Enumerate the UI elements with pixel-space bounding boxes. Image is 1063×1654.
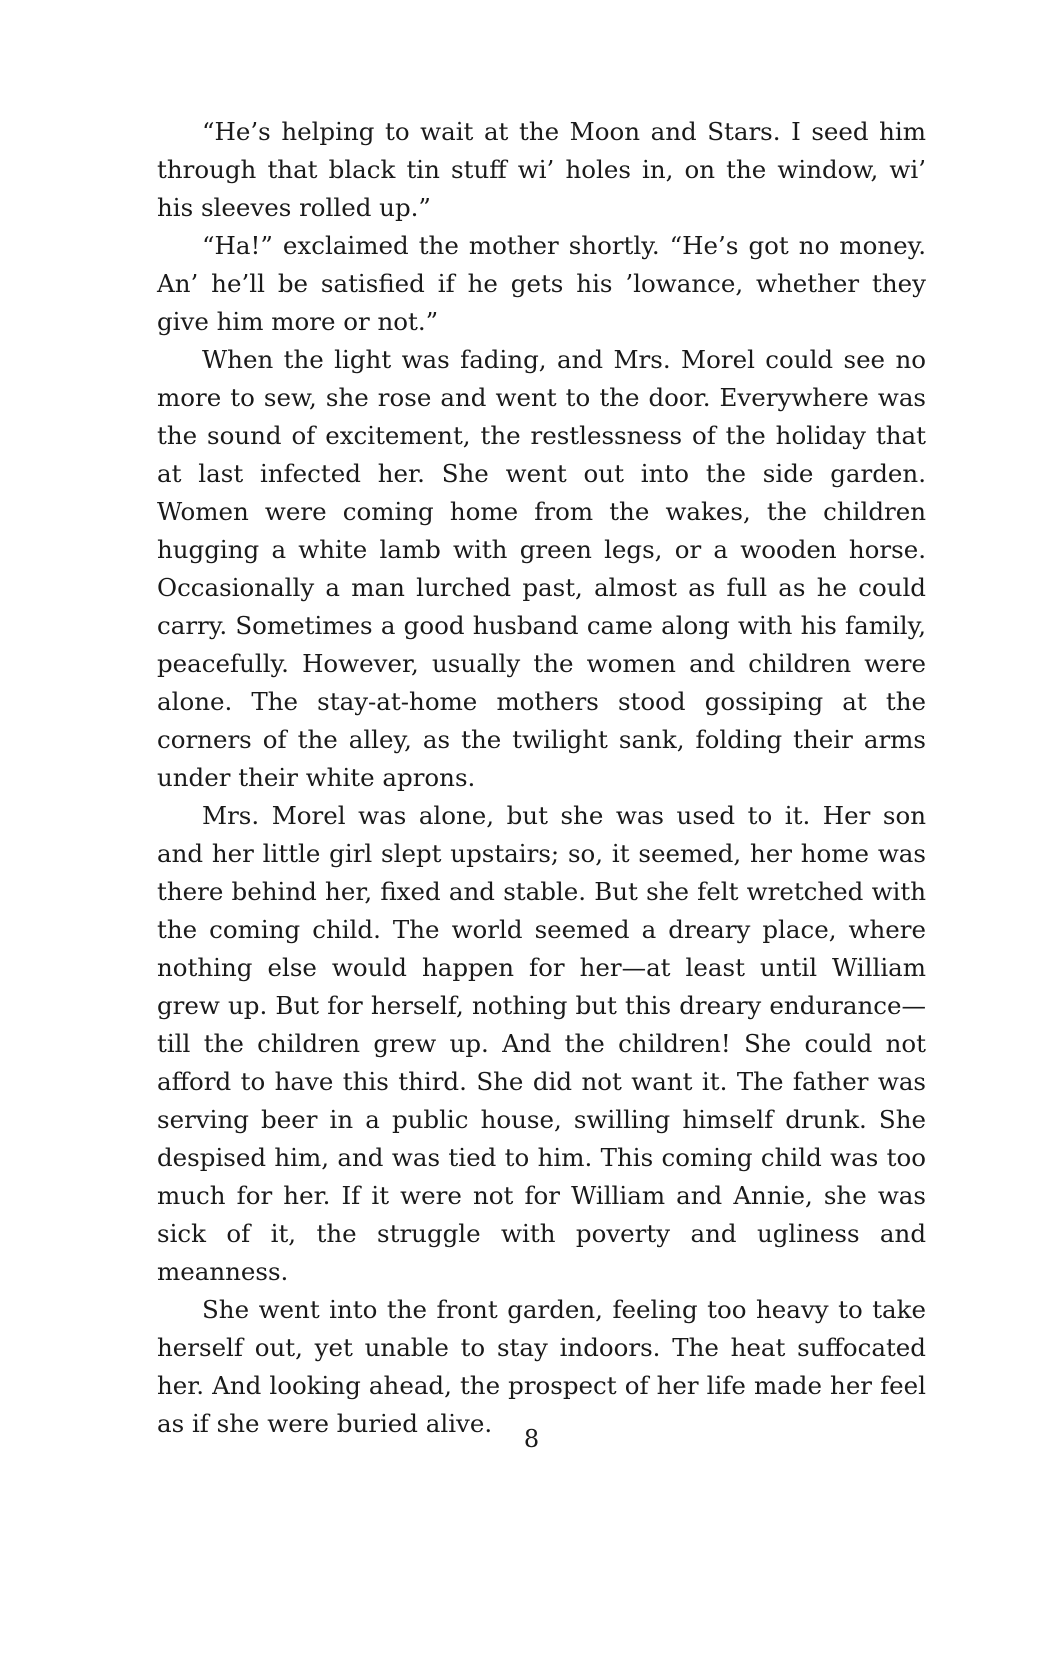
paragraph-5: She went into the front garden, feeling too heavy to take herself out, yet unable to stay indoors. The heat suffocated her. And looking ahead, the prospect of her life made her feel as if she were buried alive. bbox=[157, 1295, 926, 1438]
paragraph-1: “He’s helping to wait at the Moon and Stars. I seed him through that black tin stuff wi’ holes in, on the window, wi’ his sleeves rolled up.” bbox=[157, 117, 926, 222]
body-text bbox=[157, 113, 926, 1443]
page-number: 8 bbox=[523, 1425, 540, 1453]
paragraph-2: “Ha!” exclaimed the mother shortly. “He’s got no money. An’ he’ll be satisfied if he gets his ’lowance, whether they give him more or not.” bbox=[157, 231, 926, 336]
paragraph-3: When the light was fading, and Mrs. Morel could see no more to sew, she rose and went to the door. Everywhere was the sound of excitement, the restlessness of the holiday that at last infected her. She went out into the side garden. Women were coming home from the wakes, the children hugging a white lamb with green legs, or a wooden horse. Occasionally a man lurched past, almost as full as he could carry. Sometimes a good husband came along with his family, peacefully. However, usually the women and children were alone. The stay-at-home mothers stood gossiping at the corners of the alley, as the twilight sank, folding their arms under their white aprons. bbox=[157, 345, 926, 792]
paragraph-4: Mrs. Morel was alone, but she was used to it. Her son and her little girl slept upstairs; so, it seemed, her home was there behind her, fixed and stable. But she felt wretched with the coming child. The world seemed a dreary place, where nothing else would happen for her—at least until William grew up. But for herself, nothing but this dreary endurance—till the children grew up. And the children! She could not afford to have this third. She did not want it. The father was serving beer in a public house, swilling himself drunk. She despised him, and was tied to him. This coming child was too much for her. If it were not for William and Annie, she was sick of it, the struggle with poverty and ugliness and meanness. bbox=[157, 801, 926, 1286]
